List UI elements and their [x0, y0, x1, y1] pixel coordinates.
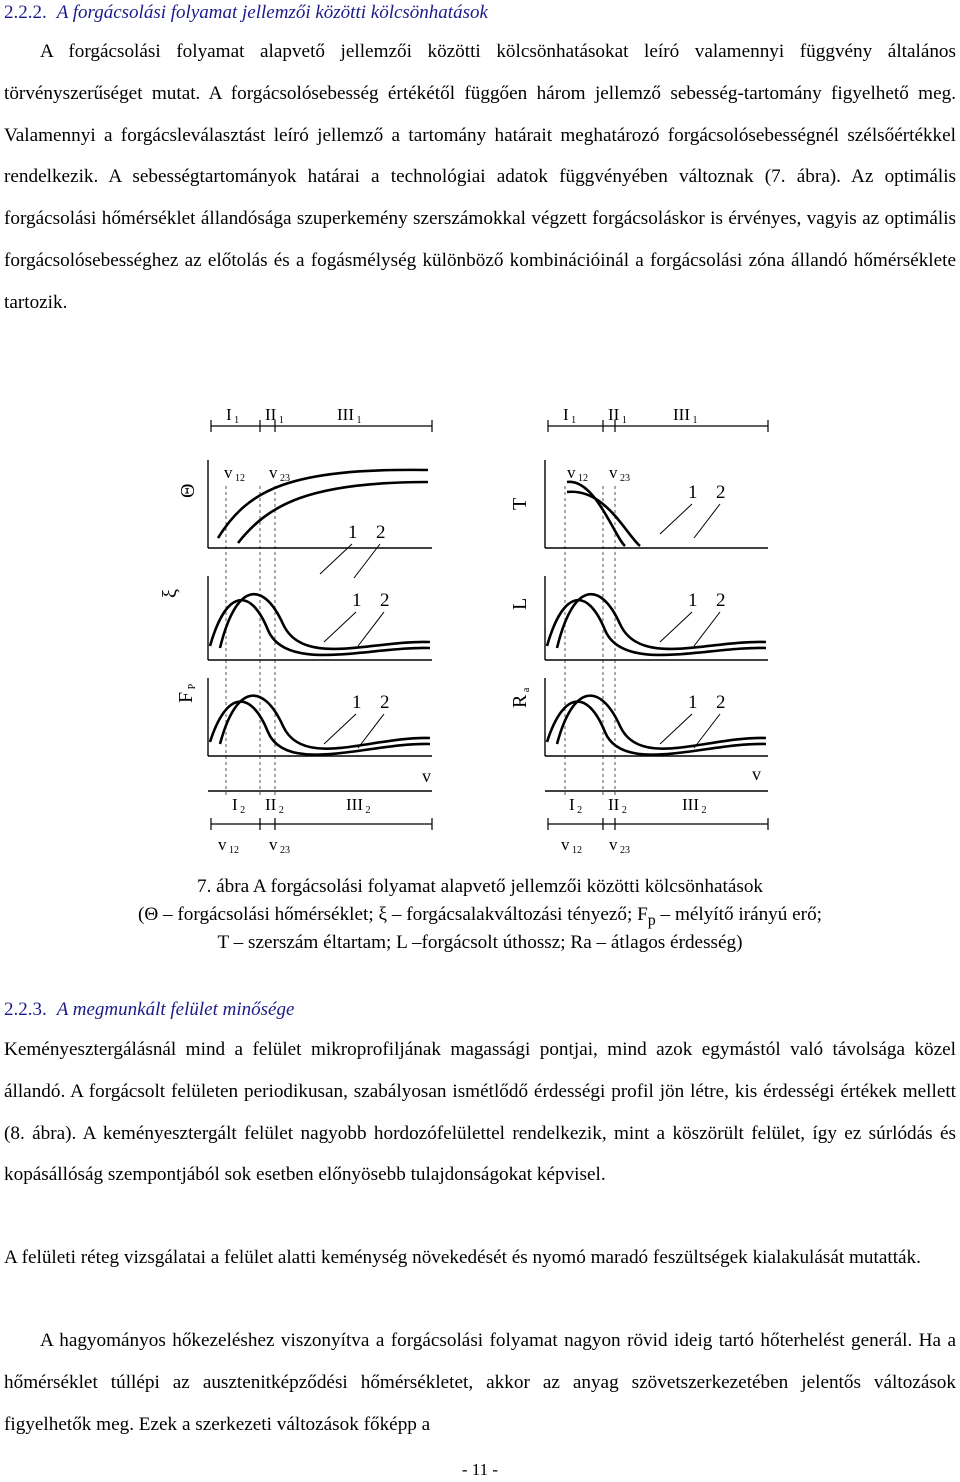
speed-label: v 12 — [567, 463, 588, 484]
speed-label: v 12 — [561, 835, 582, 856]
section-title: A megmunkált felület minősége — [56, 999, 295, 1020]
section-number: 2.2.3. — [4, 999, 47, 1020]
range-label-bottom: II 2 — [265, 795, 284, 816]
curve-leader-line — [694, 612, 720, 646]
curve-leader-line — [660, 504, 692, 534]
section-heading — [4, 2, 488, 24]
figure-7 — [160, 398, 800, 868]
range-label-top: I 1 — [563, 405, 577, 426]
section-heading — [4, 999, 294, 1021]
figure-diagram — [160, 398, 800, 863]
curve-number-label: 2 — [376, 522, 386, 543]
characteristic-curve-2 — [210, 600, 430, 655]
caption-text: (Θ – forgácsolási hőmérséklet; ξ – forgácsalakváltozási tényező; F — [137, 904, 648, 925]
characteristic-curve-1 — [218, 470, 428, 538]
curve-number-label: 1 — [352, 590, 362, 611]
characteristic-curve-1 — [557, 696, 766, 749]
range-label-top: I 1 — [226, 405, 240, 426]
curve-leader-line — [358, 612, 384, 646]
curve-number-label: 1 — [348, 522, 358, 543]
figure-caption-line: T – szerszám éltartam; L –forgácsolt úthossz; Ra – átlagos érdesség) — [217, 932, 743, 953]
section-number: 2.2.2. — [4, 2, 47, 23]
range-label-bottom: III 2 — [346, 795, 371, 816]
paragraph: A felületi réteg vizsgálatai a felület alatti keménység növekedését és nyomó maradó feszültségek kialakulását mutatták. — [4, 1247, 921, 1268]
v-axis-label: v — [422, 766, 431, 786]
curve-leader-line — [324, 714, 356, 744]
curve-number-label: 2 — [716, 692, 726, 713]
curve-number-label: 1 — [688, 692, 698, 713]
range-label-bottom: II 2 — [608, 795, 627, 816]
v-axis-label: v — [752, 764, 761, 784]
figure-caption-line: 7. ábra A forgácsolási folyamat alapvető jellemzői közötti kölcsönhatások — [196, 876, 764, 897]
curve-number-label: 2 — [380, 692, 390, 713]
range-label-top: II 1 — [608, 405, 627, 426]
panel-label-ra: R a — [509, 687, 532, 708]
paragraph: A hagyományos hőkezeléshez viszonyítva a forgácsolási folyamat nagyon rövid ideig tartó hőterhelést generál. Ha a hőmérséklet túllépi az ausztenitképződési hőmérsékletet, akkor az anyag szövetszerkezetében jelentős változások figyelhetők meg. Ezek a szerkezeti változások főképp a — [4, 1330, 956, 1435]
section-title: A forgácsolási folyamat jellemzői közötti kölcsönhatások — [56, 2, 488, 23]
characteristic-curve-2 — [567, 492, 640, 546]
range-label-top: III 1 — [337, 405, 362, 426]
curve-leader-line — [324, 612, 356, 642]
characteristic-curve-2 — [210, 702, 430, 755]
curve-number-label: 2 — [380, 590, 390, 611]
panel-label-l: L — [509, 597, 531, 610]
speed-label: v 23 — [269, 463, 290, 484]
range-label-top: III 1 — [673, 405, 698, 426]
curve-leader-line — [354, 544, 380, 578]
caption-text: – mélyítő irányú erő; — [655, 904, 823, 925]
curve-number-label: 1 — [688, 482, 698, 503]
range-label-bottom: I 2 — [569, 795, 583, 816]
range-label-bottom: I 2 — [232, 795, 246, 816]
characteristic-curve-1 — [220, 696, 430, 749]
speed-label: v 23 — [269, 835, 290, 856]
range-label-top: II 1 — [265, 405, 284, 426]
characteristic-curve-2 — [547, 702, 766, 755]
speed-label: v 23 — [609, 463, 630, 484]
curve-number-label: 2 — [716, 482, 726, 503]
speed-label: v 12 — [224, 463, 245, 484]
characteristic-curve-2 — [547, 600, 766, 655]
paragraph: Keményesztergálásnál mind a felület mikroprofiljának magassági pontjai, mind azok egymástól való távolsága közel állandó. A forgácsolt felületen periodikusan, szabályosan ismétlődő érdességi profil jön létre, kis érdességi értékek mellett (8. ábra). A keményesztergált felület nagyobb hordozófelülettel rendelkezik, mint a köszörült felület, így ez súrlódás és kopásállóság szempontjából sok esetben előnyösebb tulajdonságokat képvisel. — [4, 1039, 956, 1186]
panel-label-xi: ξ — [160, 589, 181, 598]
curve-leader-line — [694, 504, 720, 538]
curve-number-label: 1 — [352, 692, 362, 713]
curve-number-label: 1 — [688, 590, 698, 611]
speed-label: v 12 — [218, 835, 239, 856]
curve-leader-line — [660, 714, 692, 744]
panel-label-theta: Θ — [177, 483, 199, 498]
panel-label-t: T — [509, 497, 531, 510]
curve-leader-line — [660, 612, 692, 642]
speed-label: v 23 — [609, 835, 630, 856]
caption-subscript: p — [647, 911, 656, 929]
curve-number-label: 2 — [716, 590, 726, 611]
page-number: - 11 - — [461, 1460, 499, 1479]
paragraph: A forgácsolási folyamat alapvető jellemzői közötti kölcsönhatásokat leíró valamennyi függvény általános törvényszerűséget mutat. A forgácsolósebesség értékétől függően három jellemző sebesség-tartomány figyelhető meg. Valamennyi a forgácsleválasztást leíró jellemző a tartomány határait meghatározó forgácsolósebességnél szélsőértékkel rendelkezik. A sebességtartományok határai a technológiai adatok függvényében változnak (7. ábra). Az optimális forgácsolási hőmérséklet állandósága szuperkemény szerszámokkal végzett forgácsoláskor is érvényes, vagyis az optimális forgácsolósebességhez az előtolás és a fogásmélység különböző kombinációinál a forgácsolási zóna állandó hőmérséklete tartozik. — [4, 41, 956, 313]
panel-label-fp: F P — [175, 683, 198, 703]
range-label-bottom: III 2 — [682, 795, 707, 816]
